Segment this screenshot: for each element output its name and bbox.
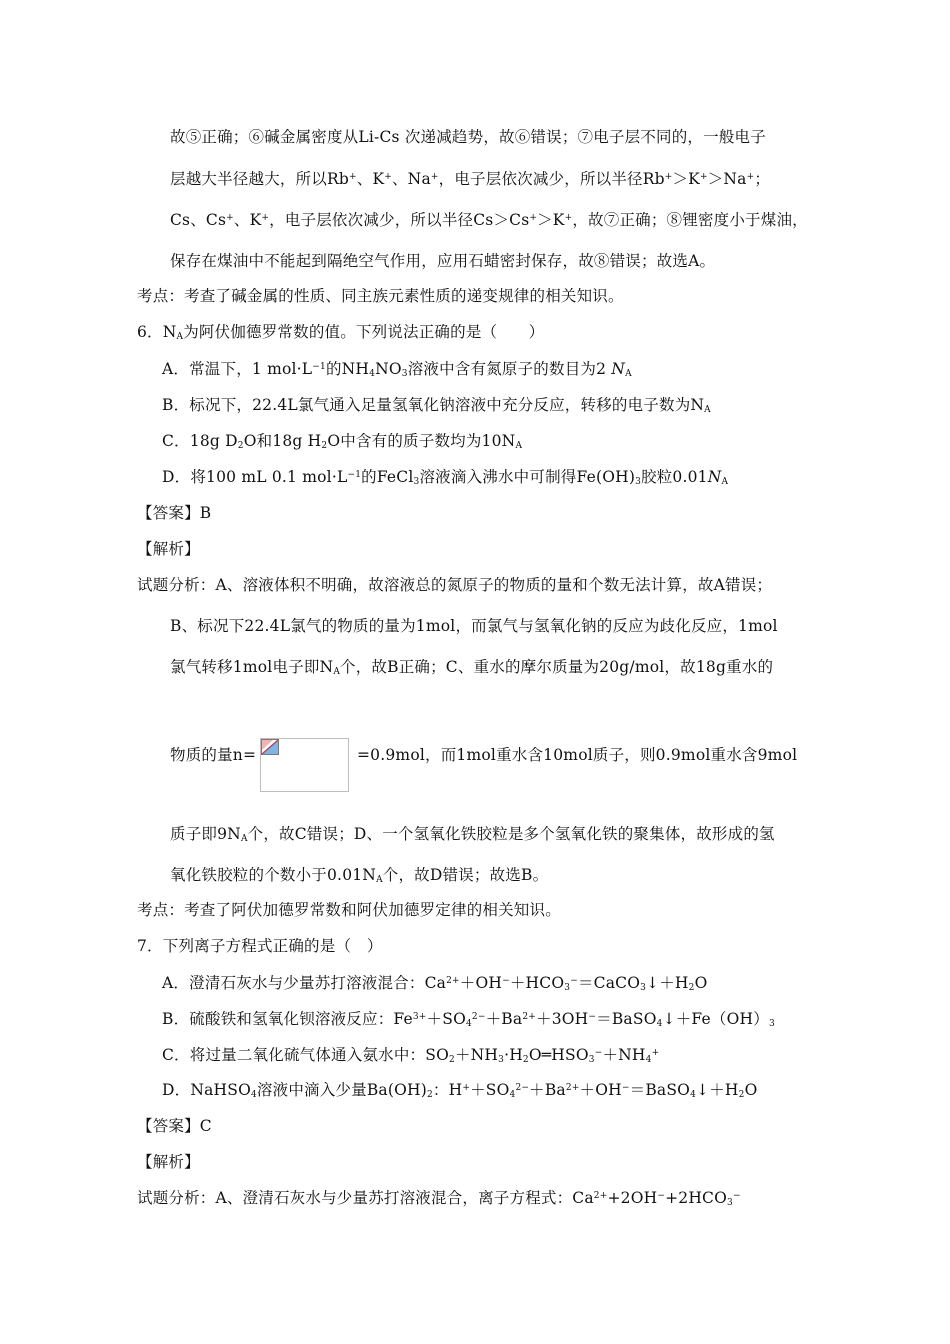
analysis-line-4: 保存在煤油中不能起到隔绝空气作用，应用石蜡密封保存，故⑧错误；故选A。: [170, 252, 716, 270]
broken-image-icon: [261, 739, 279, 755]
text: B．标况下，22.4L氯气通入足量氢氧化钠溶液中充分反应，转移的电子数为N: [162, 396, 705, 414]
q6-analysis-6: [170, 865, 548, 885]
text: 质子即9N: [170, 825, 241, 843]
text: ＋SO: [426, 1010, 466, 1028]
q6-option-a: [162, 359, 632, 379]
text: ，电子层依次减少，所以半径Rb: [438, 170, 665, 188]
q6-analysis-3: [170, 657, 773, 677]
text: 、Na: [391, 170, 431, 188]
q6-analysis-4a: 物质的量n=: [170, 746, 257, 764]
superscript: +: [529, 213, 538, 223]
text: D．将100 mL 0.1 mol·L: [162, 468, 348, 486]
text: 为阿伏伽德罗常数的值。下列说法正确的是（ ）: [183, 323, 545, 341]
superscript: +: [462, 1083, 471, 1093]
text: ＋OH: [579, 1081, 622, 1099]
q6-analysis-2: B、标况下22.4L氯气的物质的量为1mol，而氯气与氢氧化钠的反应为歧化反应，1mol: [170, 617, 778, 635]
subscript: 3: [588, 1055, 595, 1065]
superscript: +: [699, 172, 708, 182]
superscript: −: [502, 976, 510, 986]
superscript: +: [384, 172, 392, 182]
superscript: 2+: [565, 1083, 580, 1093]
text: 层越大半径越大，所以Rb: [170, 170, 349, 188]
superscript: +: [226, 213, 234, 223]
q7-option-d: [162, 1080, 758, 1100]
text: ：H: [432, 1081, 463, 1099]
question-7-stem: 7．下列离子方程式正确的是（ ）: [137, 937, 383, 955]
text: A．澄清石灰水与少量苏打溶液混合：Ca: [162, 974, 447, 992]
subscript: 4: [465, 1019, 472, 1029]
subscript: 3: [727, 1198, 733, 1208]
text: +2HCO: [665, 1189, 728, 1207]
superscript: −1: [312, 362, 326, 372]
subscript: 4: [656, 1019, 663, 1029]
text: ·H: [504, 1046, 523, 1064]
superscript: −: [621, 1083, 630, 1093]
subscript: 2: [449, 1055, 455, 1065]
superscript: 2−: [515, 1083, 530, 1093]
text: A．常温下，1 mol·L: [162, 360, 313, 378]
q6-kaodian: 考点：考查了阿伏加德罗常数和阿伏加德罗定律的相关知识。: [137, 901, 561, 919]
subscript: A: [376, 875, 383, 885]
text: 个，故B正确；C、重水的摩尔质量为20g/mol，故18g重水的: [340, 658, 774, 676]
text: 6．N: [137, 323, 177, 341]
subscript: 3: [635, 477, 642, 487]
text: ＞K: [537, 211, 565, 229]
subscript: 2: [426, 1090, 433, 1100]
q6-analysis-4b: =0.9mol，而1mol重水含10mol质子，则0.9mol重水含9mol: [357, 746, 798, 764]
subscript: 4: [645, 1055, 652, 1065]
text: 溶液滴入沸水中可制得Fe(OH): [419, 468, 636, 486]
superscript: 2+: [522, 1012, 536, 1022]
subscript: 2: [688, 983, 695, 993]
text: O: [744, 1081, 758, 1099]
q7-option-a: [162, 973, 708, 993]
text: 、K: [356, 170, 385, 188]
text: 个，故D错误；故选B。: [382, 866, 549, 884]
subscript: A: [240, 834, 248, 844]
subscript: 3: [498, 1055, 505, 1065]
text: B．硫酸铁和氢氧化钡溶液反应：Fe: [162, 1010, 413, 1028]
q7-jiexi-heading: 【解析】: [137, 1153, 200, 1171]
superscript: −: [732, 1191, 741, 1201]
text: 、K: [233, 211, 262, 229]
text: ＋OH: [459, 974, 503, 992]
text: ＋NH: [602, 1046, 646, 1064]
subscript: A: [176, 332, 184, 342]
subscript: 2: [522, 1055, 529, 1065]
text: ；: [754, 170, 771, 188]
subscript: 4: [509, 1090, 516, 1100]
subscript: 4: [250, 1090, 257, 1100]
text: ↓＋H: [646, 974, 689, 992]
text: ＝BaSO: [629, 1081, 691, 1099]
subscript: 2: [738, 1090, 745, 1100]
q6-answer: 【答案】B: [137, 504, 212, 522]
text: C．将过量二氧化硫气体通入氨水中：SO: [162, 1046, 449, 1064]
text: ，电子层依次减少，所以半径Cs＞Cs: [269, 211, 530, 229]
analysis-line-2: [170, 169, 770, 189]
text: ，故⑦正确；⑧锂密度小于煤油，: [572, 211, 808, 229]
subscript: 3: [413, 477, 420, 487]
text: ＋3OH: [536, 1010, 589, 1028]
text: 氧化铁胶粒的个数小于0.01N: [170, 866, 377, 884]
superscript: +: [746, 172, 755, 182]
text: 氯气转移1mol电子即N: [170, 658, 334, 676]
subscript: 3: [564, 983, 571, 993]
subscript: 2: [237, 441, 244, 451]
text: 个，故C错误；D、一个氢氧化铁胶粒是多个氢氧化铁的聚集体，故形成的氢: [247, 825, 775, 843]
subscript: 3: [768, 1019, 775, 1029]
q6-option-d: [162, 467, 728, 487]
q6-option-b: [162, 395, 711, 415]
q7-option-c: [162, 1045, 659, 1065]
superscript: 2+: [446, 976, 460, 986]
text: ＝CaCO: [577, 974, 641, 992]
text: C．18g D: [162, 432, 238, 450]
q7-answer: 【答案】C: [137, 1117, 212, 1135]
subscript: 3: [640, 983, 647, 993]
superscript: −: [570, 976, 578, 986]
subscript: 2: [321, 441, 328, 451]
superscript: +: [349, 172, 357, 182]
text: 试题分析：A、澄清石灰水与少量苏打溶液混合，离子方程式：Ca: [137, 1189, 594, 1207]
subscript: A: [704, 405, 711, 415]
text: ＋NH: [454, 1046, 499, 1064]
text: O: [694, 974, 708, 992]
formula-image-placeholder: [260, 738, 349, 792]
text: ＋Ba: [529, 1081, 566, 1099]
q6-jiexi-heading: 【解析】: [137, 540, 200, 558]
superscript: 2−: [471, 1012, 486, 1022]
q6-analysis-5: [170, 824, 775, 844]
superscript: −1: [347, 470, 362, 480]
text: ＋SO: [470, 1081, 510, 1099]
superscript: −: [657, 1191, 666, 1201]
text: 溶液中滴入少量Ba(OH): [256, 1081, 427, 1099]
superscript: +: [651, 1048, 660, 1058]
text: O═HSO: [528, 1046, 589, 1064]
text: 胶粒0.01: [641, 468, 708, 486]
subscript: 4: [690, 1090, 697, 1100]
text: ↓＋H: [696, 1081, 739, 1099]
superscript: −: [594, 1048, 603, 1058]
text: 溶液中含有氮原子的数目为2: [407, 360, 612, 378]
text: O和18g H: [243, 432, 322, 450]
text: ＞K: [672, 170, 700, 188]
text: ＋HCO: [509, 974, 565, 992]
text: ＋Ba: [485, 1010, 523, 1028]
subscript: A: [333, 667, 341, 677]
text: D．NaHSO: [162, 1081, 251, 1099]
text: 的FeCl: [361, 468, 414, 486]
superscript: +: [564, 213, 573, 223]
analysis-line-1: 故⑤正确；⑥碱金属密度从Li-Cs 次递减趋势，故⑥错误；⑦电子层不同的，一般电子: [170, 128, 766, 146]
subscript: 4: [369, 369, 376, 379]
analysis-line-3: [170, 210, 808, 230]
q6-option-c: [162, 431, 522, 451]
question-6-stem: [137, 322, 544, 342]
text: ＝BaSO: [596, 1010, 657, 1028]
subscript: A: [515, 441, 523, 451]
subscript: 3: [401, 369, 408, 379]
kaodian-5: 考点：考查了碱金属的性质、同主族元素性质的递变规律的相关知识。: [137, 287, 624, 305]
superscript: 3+: [412, 1012, 427, 1022]
subscript: A: [721, 477, 729, 487]
q7-analysis-1: [137, 1188, 741, 1208]
text: Cs、Cs: [170, 211, 227, 229]
italic-n: N: [707, 468, 722, 486]
text: +2OH: [607, 1189, 658, 1207]
superscript: −: [588, 1012, 597, 1022]
text: ↓＋Fe（OH）: [662, 1010, 769, 1028]
q7-option-b: [162, 1009, 775, 1029]
text: ＞Na: [707, 170, 747, 188]
superscript: +: [664, 172, 673, 182]
q6-analysis-1: 试题分析：A、溶液体积不明确，故溶液总的氮原子的物质的量和个数无法计算，故A错误；: [137, 576, 773, 594]
text: O中含有的质子数均为10N: [327, 432, 516, 450]
superscript: 2+: [593, 1191, 608, 1201]
text: 的NH: [325, 360, 370, 378]
superscript: +: [261, 213, 270, 223]
italic-n: N: [611, 360, 626, 378]
text: NO: [375, 360, 402, 378]
subscript: A: [625, 369, 632, 379]
superscript: +: [430, 172, 439, 182]
